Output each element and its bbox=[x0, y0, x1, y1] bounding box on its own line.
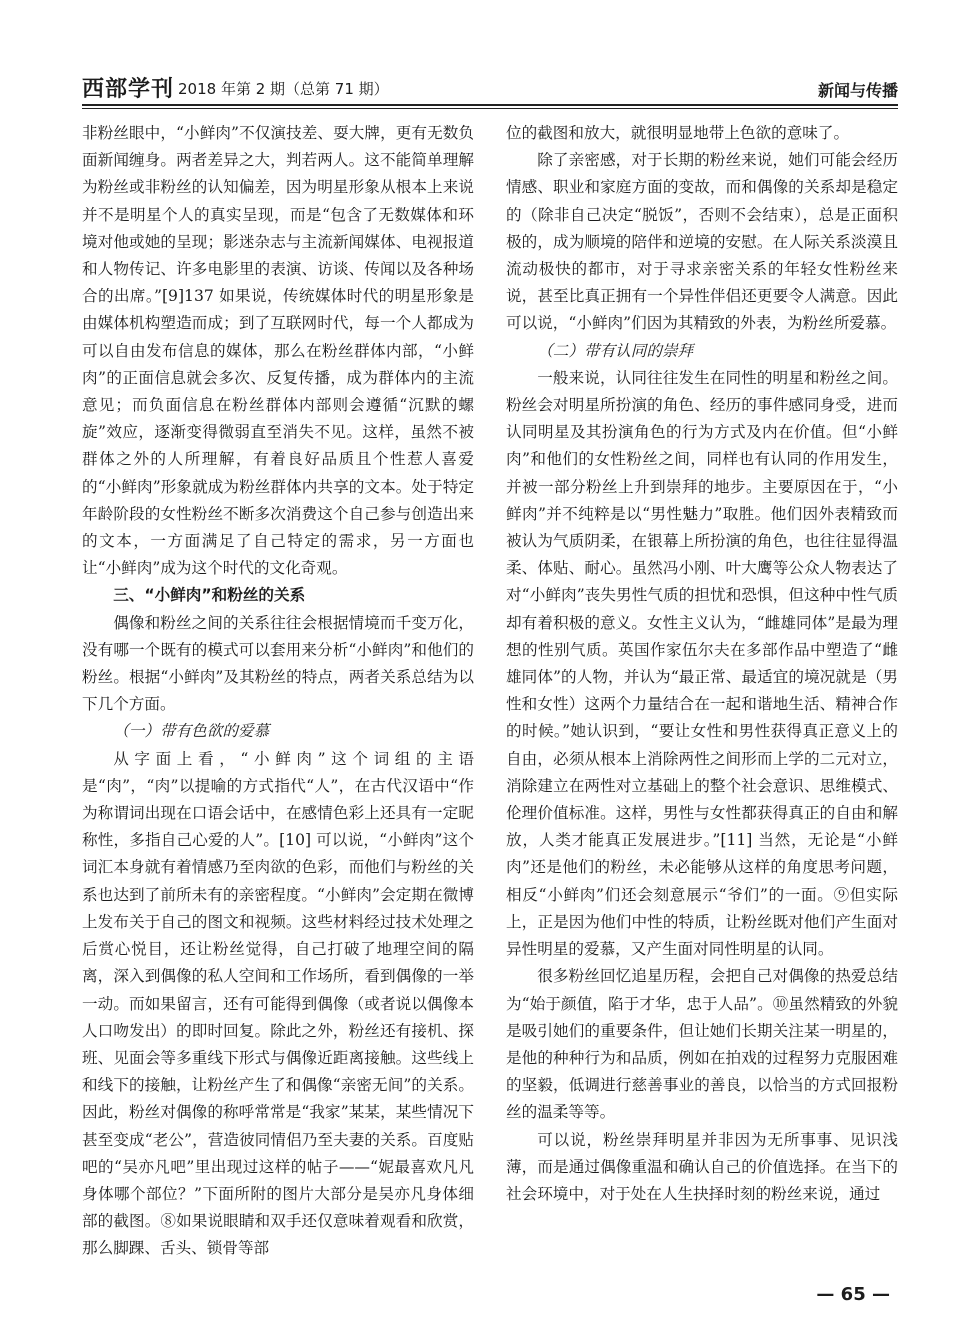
subsection-heading: （一）带有色欲的爱慕 bbox=[113, 722, 270, 741]
section-heading: 三、“小鲜肉”和粉丝的关系 bbox=[113, 586, 306, 605]
page-number: — 65 — bbox=[816, 1284, 890, 1305]
section-title: 新闻与传播 bbox=[817, 81, 898, 100]
journal-logo: 西部学刊 bbox=[82, 77, 175, 102]
issue-info: 2018 年第 2 期（总第 71 期） bbox=[178, 80, 389, 98]
header-rule-thin bbox=[82, 108, 898, 109]
paragraph: 一般来说，认同往往发生在同性的明星和粉丝之间。粉丝会对明星所扮演的角色、经历的事件感同身受，进而认同明星及其扮演角色的行为方式及内在价值。但“小鲜肉”和他们的女性粉丝之间，同样也有认同的作用发生，并被一部分粉丝上升到崇拜的地步。主要原因在于，“小鲜肉”并不纯粹是以“男性魅力”取胜。他们因外表精致而被认为气质阴柔，在银幕上所扮演的角色，也往往显得温柔、体贴、耐心。虽然冯小刚、叶大鹰等公众人物表达了对“小鲜肉”丧失男性气质的担忧和恐惧，但这种中性气质却有着积极的意义。女性主义认为，“雌雄同体”是最为理想的性别气质。英国作家伍尔夫在多部作品中塑造了“雌雄同体”的人物，并认为“最正常、最适宜的境况就是（男性和女性）这两个力量结合在一起和谐地生活、精神合作的时候。”她认识到，“要让女性和男性获得真正意义上的自由，必须从根本上消除两性之间形而上学的二元对立，消除建立在两性对立基础上的整个社会意识、思维模式、伦理价值标准。这样，男性与女性都获得真正的自由和解放，人类才能真正发展进步。”[11] 当然，无论是“小鲜肉”还是他们的粉丝，未必能够从这样的角度思考问题，相反“小鲜肉”们还会刻意展示“爷们”的一面。⑨但实际上，正是因为他们中性的特质，让粉丝既对他们产生面对异性明星的爱慕，又产生面对同性明星的认同。 bbox=[506, 368, 898, 959]
paragraph: 除了亲密感，对于长期的粉丝来说，她们可能会经历情感、职业和家庭方面的变故，而和偶像的关系却是稳定的（除非自己决定“脱饭”，否则不会结束），总是正面积极的，成为顺境的陪伴和逆境的安慰。在人际关系淡漠且流动极快的都市，对于寻求亲密关系的年轻女性粉丝来说，甚至比真正拥有一个异性伴侣还更要令人满意。因此可以说，“小鲜肉”们因为其精致的外表，为粉丝所爱慕。 bbox=[506, 151, 898, 333]
page-header bbox=[82, 70, 898, 104]
paragraph: 偶像和粉丝之间的关系往往会根据情境而千变万化，没有哪一个既有的模式可以套用来分析“小鲜肉”和他们的粉丝。根据“小鲜肉”及其粉丝的特点，两者关系总结为以下几个方面。 bbox=[82, 613, 474, 714]
paragraph: 很多粉丝回忆追星历程，会把自己对偶像的热爱总结为“始于颜值，陷于才华，忠于人品”。⑩虽然精致的外貌是吸引她们的重要条件，但让她们长期关注某一明星的，是他的种种行为和品质，例如在拍戏的过程努力克服困难的坚毅，低调进行慈善事业的善良，以恰当的方式回报粉丝的温柔等等。 bbox=[506, 967, 898, 1122]
left-column bbox=[82, 120, 474, 1263]
right-column bbox=[506, 120, 898, 1208]
header-rule bbox=[82, 104, 898, 106]
paragraph: 可以说，粉丝崇拜明星并非因为无所事事、见识浅薄，而是通过偶像重温和确认自己的价值选择。在当下的社会环境中，对于处在人生抉择时刻的粉丝来说，通过 bbox=[506, 1130, 898, 1203]
paragraph: 从字面上看，“小鲜肉”这个词组的主语是“肉”，“肉”以提喻的方式指代“人”，在古代汉语中“作为称谓词出现在口语会话中，在感情色彩上还具有一定昵称性，多指自己心爱的人”。[10] 可以说，“小鲜肉”这个词汇本身就有着情感乃至肉欲的色彩，而他们与粉丝的关系也达到了前所未有的亲密程度。“小鲜肉”会定期在微博上发布关于自己的图文和视频。这些材料经过技术处理之后赏心悦目，还让粉丝觉得，自己打破了地理空间的隔离，深入到偶像的私人空间和工作场所，看到偶像的一举一动。而如果留言，还有可能得到偶像（或者说以偶像本人口吻发出）的即时回复。除此之外，粉丝还有接机、探班、见面会等多重线下形式与偶像近距离接触。这些线上和线下的接触，让粉丝产生了和偶像“亲密无间”的关系。因此，粉丝对偶像的称呼常常是“我家”某某，某些情况下甚至变成“老公”，营造彼同情侣乃至夫妻的关系。百度贴吧的“吴亦凡吧”里出现过这样的帖子——“妮最喜欢凡凡身体哪个部位？”下面所附的图片大部分是吴亦凡身体细部的截图。⑧如果说眼睛和双手还仅意味着观看和欣赏，那么脚踝、舌头、锁骨等部 bbox=[82, 749, 474, 1258]
paragraph: 非粉丝眼中，“小鲜肉”不仅演技差、耍大牌，更有无数负面新闻缠身。两者差异之大，判若两人。这不能简单理解为粉丝或非粉丝的认知偏差，因为明星形象从根本上来说并不是明星个人的真实呈现，而是“包含了无数媒体和环境对他或她的呈现；影迷杂志与主流新闻媒体、电视报道和人物传记、许多电影里的表演、访谈、传闻以及各种场合的出席。”[9]137 如果说，传统媒体时代的明星形象是由媒体机构塑造而成；到了互联网时代，每一个人都成为可以自由发布信息的媒体，那么在粉丝群体内部，“小鲜肉”的正面信息就会多次、反复传播，成为群体内的主流意见；而负面信息在粉丝群体内部则会遵循“沉默的螺旋”效应，逐渐变得微弱直至消失不见。这样，虽然不被群体之外的人所理解，有着良好品质且个性惹人喜爱的“小鲜肉”形象就成为粉丝群体内共享的文本。处于特定年龄阶段的女性粉丝不断多次消费这个自己参与创造出来的文本，一方面满足了自己特定的需求，另一方面也让“小鲜肉”成为这个时代的文化奇观。 bbox=[82, 124, 474, 578]
subsection-heading: （二）带有认同的崇拜 bbox=[537, 341, 694, 360]
paragraph: 位的截图和放大，就很明显地带上色欲的意味了。 bbox=[506, 124, 850, 142]
